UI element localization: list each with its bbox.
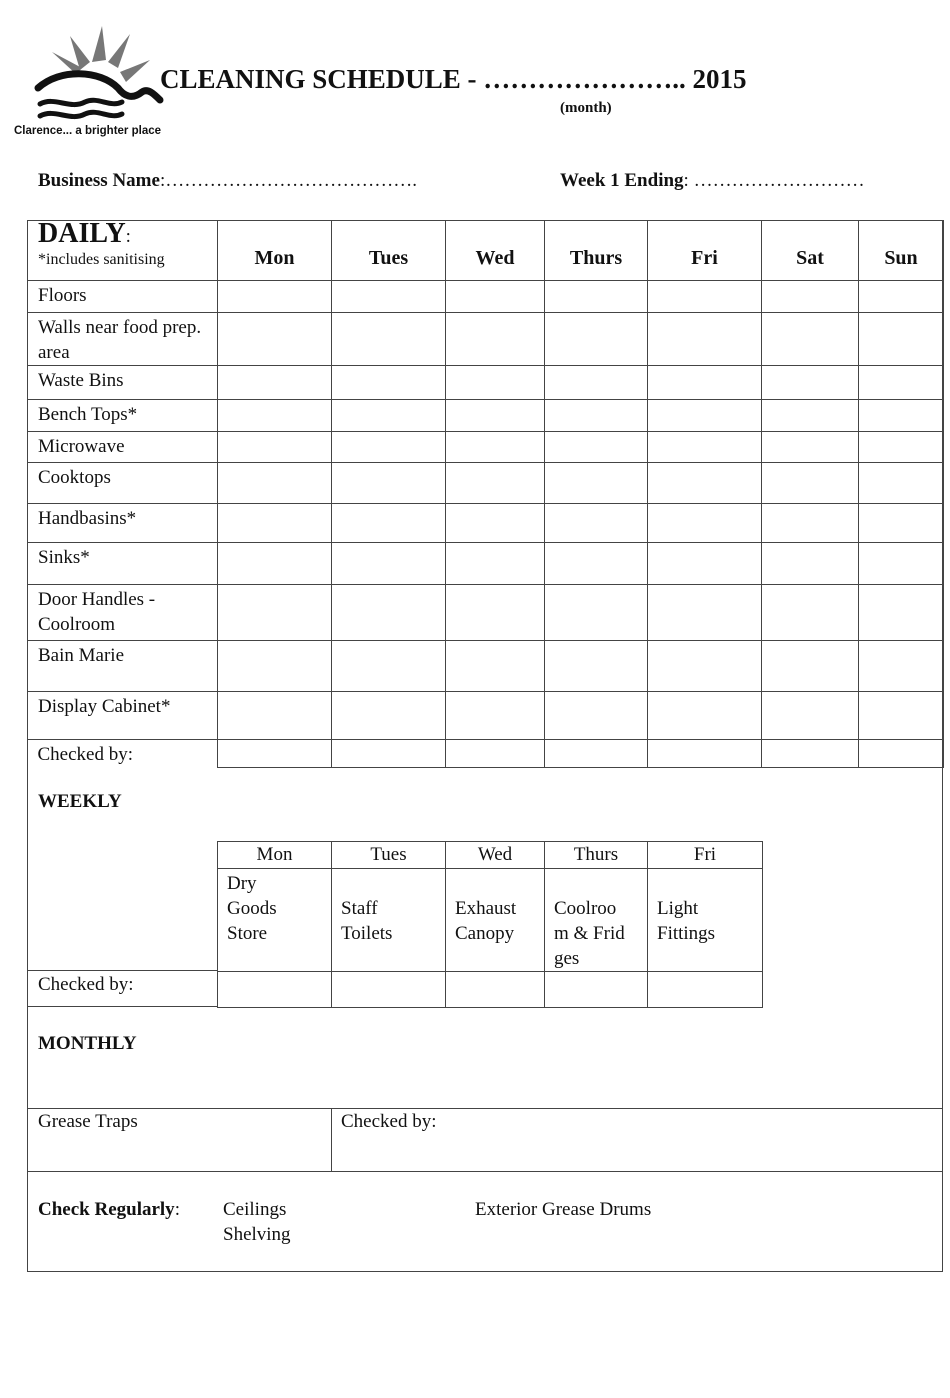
daily-day-header: Tues	[332, 221, 446, 281]
weekly-header-row	[218, 842, 763, 869]
week-ending-label: Week 1 Ending	[560, 170, 684, 191]
signoff-cell[interactable]	[332, 972, 446, 1008]
signoff-cell[interactable]	[648, 972, 763, 1008]
check-cell[interactable]	[332, 692, 446, 740]
check-cell[interactable]	[859, 400, 944, 432]
check-cell[interactable]	[446, 366, 545, 400]
daily-task-row	[28, 543, 944, 585]
monthly-title: MONTHLY	[38, 1033, 137, 1054]
check-cell[interactable]	[545, 432, 648, 463]
daily-day-header: Sun	[859, 221, 944, 281]
daily-task-label: Walls near food prep. area	[28, 313, 218, 366]
daily-task-row	[28, 585, 944, 641]
check-cell[interactable]	[218, 366, 332, 400]
check-cell[interactable]	[446, 281, 545, 313]
logo-caption: Clarence... a brighter place	[14, 125, 162, 137]
check-cell[interactable]	[218, 641, 332, 692]
signoff-cell[interactable]	[332, 740, 446, 768]
check-cell[interactable]	[545, 692, 648, 740]
signoff-cell[interactable]	[648, 740, 762, 768]
weekly-task	[545, 869, 648, 972]
daily-task-label: Bain Marie	[28, 641, 218, 692]
daily-task-row	[28, 313, 944, 366]
check-cell[interactable]	[332, 400, 446, 432]
check-cell[interactable]	[545, 504, 648, 543]
check-cell[interactable]	[859, 313, 944, 366]
check-cell[interactable]	[332, 432, 446, 463]
check-cell[interactable]	[762, 641, 859, 692]
check-cell[interactable]	[218, 432, 332, 463]
check-cell[interactable]	[545, 281, 648, 313]
check-cell[interactable]	[545, 313, 648, 366]
business-name-line	[38, 170, 417, 192]
check-cell[interactable]	[332, 504, 446, 543]
document-title: CLEANING SCHEDULE - ………………….. 2015	[160, 64, 747, 94]
check-regularly-colon: :	[174, 1199, 180, 1220]
check-cell[interactable]	[545, 366, 648, 400]
check-cell[interactable]	[545, 463, 648, 504]
check-cell[interactable]	[648, 692, 762, 740]
monthly-top-divider	[27, 1108, 943, 1109]
check-cell[interactable]	[332, 366, 446, 400]
check-cell[interactable]	[648, 585, 762, 641]
check-cell[interactable]	[446, 400, 545, 432]
daily-task-label: Waste Bins	[28, 366, 218, 400]
daily-subtitle: *includes sanitising	[38, 251, 165, 268]
daily-table	[27, 220, 944, 768]
signoff-cell[interactable]	[446, 972, 545, 1008]
weekly-task	[648, 869, 763, 972]
check-cell[interactable]	[218, 692, 332, 740]
weekly-day-header: Wed	[446, 842, 545, 869]
check-cell[interactable]	[332, 543, 446, 585]
check-regularly-item: Shelving	[223, 1224, 291, 1245]
check-cell[interactable]	[446, 543, 545, 585]
monthly-task: Grease Traps	[38, 1111, 138, 1132]
check-cell[interactable]	[446, 504, 545, 543]
check-cell[interactable]	[648, 641, 762, 692]
check-cell[interactable]	[218, 463, 332, 504]
check-cell[interactable]	[762, 543, 859, 585]
daily-task-label: Floors	[28, 281, 218, 313]
weekly-day-header: Tues	[332, 842, 446, 869]
daily-task-row	[28, 641, 944, 692]
weekly-checked-by-label: Checked by:	[38, 974, 134, 995]
week-ending-field[interactable]: : ………………………	[683, 170, 865, 191]
check-cell[interactable]	[648, 543, 762, 585]
check-cell[interactable]	[859, 281, 944, 313]
check-cell[interactable]	[859, 641, 944, 692]
check-cell[interactable]	[332, 463, 446, 504]
check-cell[interactable]	[762, 585, 859, 641]
weekly-table	[217, 841, 763, 1008]
check-cell[interactable]	[648, 400, 762, 432]
monthly-checked-by-label: Checked by:	[341, 1111, 437, 1132]
check-cell[interactable]	[762, 432, 859, 463]
check-cell[interactable]	[859, 543, 944, 585]
check-regularly-label-line	[38, 1197, 180, 1222]
check-cell[interactable]	[859, 585, 944, 641]
check-cell[interactable]	[218, 281, 332, 313]
weekly-checked-bottom	[27, 1006, 218, 1007]
check-cell[interactable]	[218, 313, 332, 366]
monthly-bottom-divider	[27, 1171, 943, 1172]
check-cell[interactable]	[648, 281, 762, 313]
check-cell[interactable]	[545, 585, 648, 641]
weekly-task-row	[218, 869, 763, 972]
check-cell[interactable]	[859, 504, 944, 543]
check-cell[interactable]	[648, 366, 762, 400]
check-cell[interactable]	[762, 504, 859, 543]
check-cell[interactable]	[762, 281, 859, 313]
daily-task-row	[28, 692, 944, 740]
weekly-day-header: Mon	[218, 842, 332, 869]
check-cell[interactable]	[859, 463, 944, 504]
weekly-task-text: Staff Toilets	[341, 898, 393, 944]
check-cell[interactable]	[545, 641, 648, 692]
check-cell[interactable]	[545, 400, 648, 432]
check-cell[interactable]	[545, 543, 648, 585]
check-cell[interactable]	[218, 585, 332, 641]
daily-task-label: Display Cabinet*	[28, 692, 218, 740]
signoff-cell[interactable]	[762, 740, 859, 768]
check-cell[interactable]	[332, 585, 446, 641]
check-cell[interactable]	[332, 641, 446, 692]
weekly-day-header: Fri	[648, 842, 763, 869]
check-cell[interactable]	[218, 543, 332, 585]
weekly-task-text: Coolroom & Fridges	[554, 898, 625, 969]
check-regularly-item: Exterior Grease Drums	[475, 1199, 652, 1220]
check-cell[interactable]	[859, 366, 944, 400]
check-cell[interactable]	[446, 692, 545, 740]
check-cell[interactable]	[218, 400, 332, 432]
daily-task-label: Cooktops	[28, 463, 218, 504]
daily-task-row	[28, 463, 944, 504]
check-cell[interactable]	[446, 641, 545, 692]
signoff-cell[interactable]	[218, 740, 332, 768]
daily-header-row	[28, 221, 944, 281]
check-regularly-item: Ceilings	[223, 1199, 287, 1220]
signoff-cell[interactable]	[545, 740, 648, 768]
check-cell[interactable]	[648, 432, 762, 463]
daily-checked-by-label: Checked by:	[28, 740, 218, 768]
check-cell[interactable]	[762, 400, 859, 432]
daily-task-row	[28, 366, 944, 400]
daily-day-header: Fri	[648, 221, 762, 281]
weekly-checked-divider	[27, 970, 218, 971]
check-regularly-label: Check Regularly	[38, 1199, 175, 1220]
check-cell[interactable]	[446, 463, 545, 504]
weekly-task-text: Exhaust Canopy	[455, 898, 517, 944]
check-cell[interactable]	[762, 463, 859, 504]
daily-title: DAILY	[38, 218, 126, 249]
daily-day-header: Wed	[446, 221, 545, 281]
check-cell[interactable]	[762, 692, 859, 740]
signoff-cell[interactable]	[859, 740, 944, 768]
business-name-label: Business Name	[38, 170, 160, 191]
check-cell[interactable]	[648, 463, 762, 504]
daily-task-row	[28, 432, 944, 463]
daily-day-header: Mon	[218, 221, 332, 281]
daily-day-header: Thurs	[545, 221, 648, 281]
check-cell[interactable]	[859, 692, 944, 740]
check-cell[interactable]	[446, 432, 545, 463]
weekly-task-text: Light Fittings	[657, 898, 716, 944]
check-cell[interactable]	[859, 432, 944, 463]
daily-checked-row	[28, 740, 944, 768]
daily-task-row	[28, 281, 944, 313]
check-cell[interactable]	[218, 504, 332, 543]
check-cell[interactable]	[648, 313, 762, 366]
check-cell[interactable]	[446, 313, 545, 366]
daily-task-label: Bench Tops*	[28, 400, 218, 432]
weekly-task	[218, 869, 332, 972]
daily-heading-cell	[28, 218, 218, 281]
check-cell[interactable]	[762, 366, 859, 400]
check-cell[interactable]	[332, 313, 446, 366]
daily-day-header: Sat	[762, 221, 859, 281]
check-cell[interactable]	[762, 313, 859, 366]
daily-task-label: Sinks*	[28, 543, 218, 585]
weekly-task	[332, 869, 446, 972]
week-ending-line	[560, 170, 865, 192]
daily-task-label: Handbasins*	[28, 504, 218, 543]
daily-task-label: Microwave	[28, 432, 218, 463]
daily-task-row	[28, 400, 944, 432]
check-cell[interactable]	[446, 585, 545, 641]
daily-title-colon: :	[125, 226, 131, 247]
weekly-day-header: Thurs	[545, 842, 648, 869]
signoff-cell[interactable]	[218, 972, 332, 1008]
monthly-column-divider	[331, 1108, 332, 1171]
signoff-cell[interactable]	[446, 740, 545, 768]
check-cell[interactable]	[648, 504, 762, 543]
weekly-checked-row	[218, 972, 763, 1008]
business-name-field[interactable]: :………………………………….	[159, 170, 417, 191]
weekly-title: WEEKLY	[38, 791, 122, 812]
signoff-cell[interactable]	[545, 972, 648, 1008]
daily-task-label: Door Handles - Coolroom	[28, 585, 218, 641]
month-label: (month)	[560, 100, 612, 116]
daily-task-row	[28, 504, 944, 543]
weekly-task	[446, 869, 545, 972]
weekly-task-text: Dry Goods Store	[227, 873, 277, 944]
check-cell[interactable]	[332, 281, 446, 313]
